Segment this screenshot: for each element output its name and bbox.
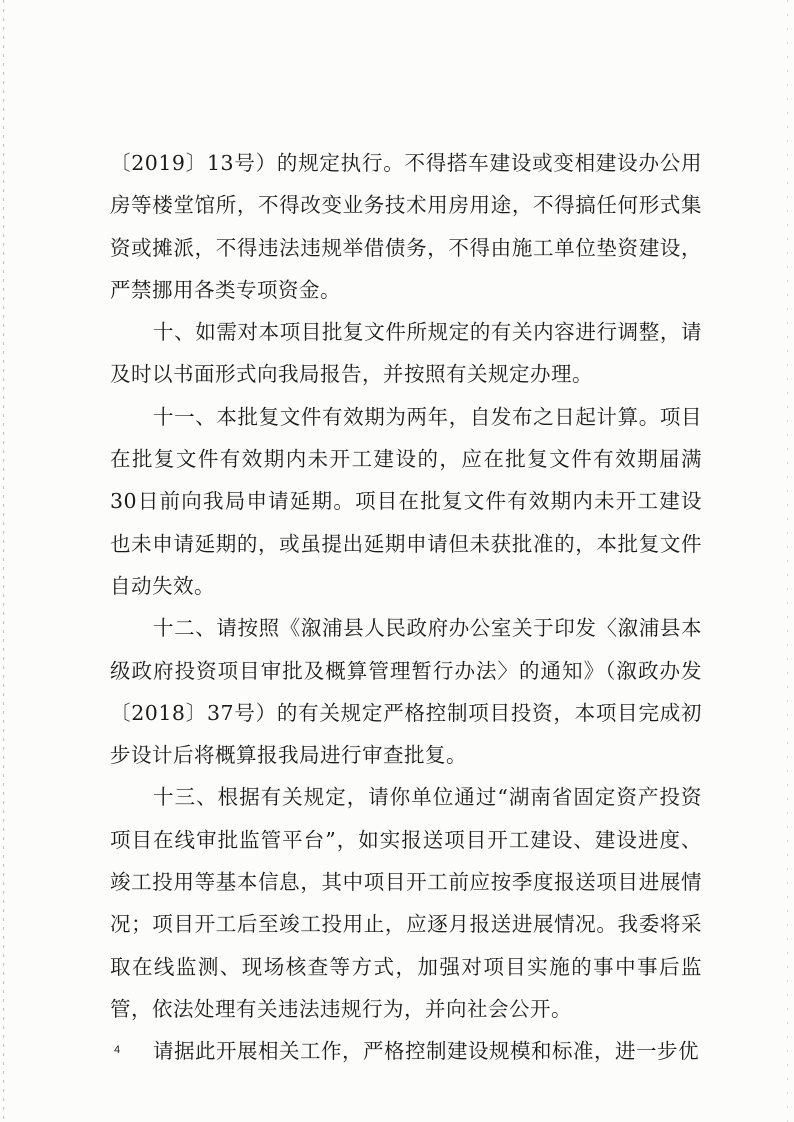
- document-body: [110, 142, 702, 1073]
- paragraph-closing: 请据此开展相关工作，严格控制建设规模和标准，进一步优: [153, 1039, 700, 1064]
- page-number: 4: [114, 1044, 121, 1056]
- paragraph-item-13: 十三、根据有关规定，请你单位通过“湖南省固定资产投资项目在线审批监管平台”，如实报送项目开工建设、建设进度、竣工投用等基本信息，其中项目开工前应按季度报送项目进展情况；项目开工后至竣工投用止，应逐月报送进展情况。我委将采取在线监测、现场核查等方式，加强对项目实施的事中事后监管，依法处理有关违法违规行为，并向社会公开。: [110, 785, 702, 1021]
- paragraph-item-11: 十一、本批复文件有效期为两年，自发布之日起计算。项目在批复文件有效期内未开工建设的，应在批复文件有效期届满30日前向我局申请延期。项目在批复文件有效期内未开工建设也未申请延期的，或虽提出延期申请但未获批准的，本批复文件自动失效。: [110, 404, 702, 598]
- scan-edge-left: [3, 0, 4, 1122]
- paragraph-item-12: 十二、请按照《溆浦县人民政府办公室关于印发〈溆浦县本级政府投资项目审批及概算管理暂行办法〉的通知》（溆政办发〔2018〕37号）的有关规定严格控制项目投资，本项目完成初步设计后将概算报我局进行审查批复。: [110, 616, 702, 768]
- scan-edge-right: [787, 0, 788, 1122]
- paragraph-item-10: 十、如需对本项目批复文件所规定的有关内容进行调整，请及时以书面形式向我局报告，并按照有关规定办理。: [110, 320, 702, 387]
- paragraph-continuation: 〔2019〕13号）的规定执行。不得搭车建设或变相建设办公用房等楼堂馆所，不得改变业务技术用房用途，不得搞任何形式集资或摊派，不得违法违规举借债务，不得由施工单位垫资建设，严禁挪用各类专项资金。: [110, 151, 702, 302]
